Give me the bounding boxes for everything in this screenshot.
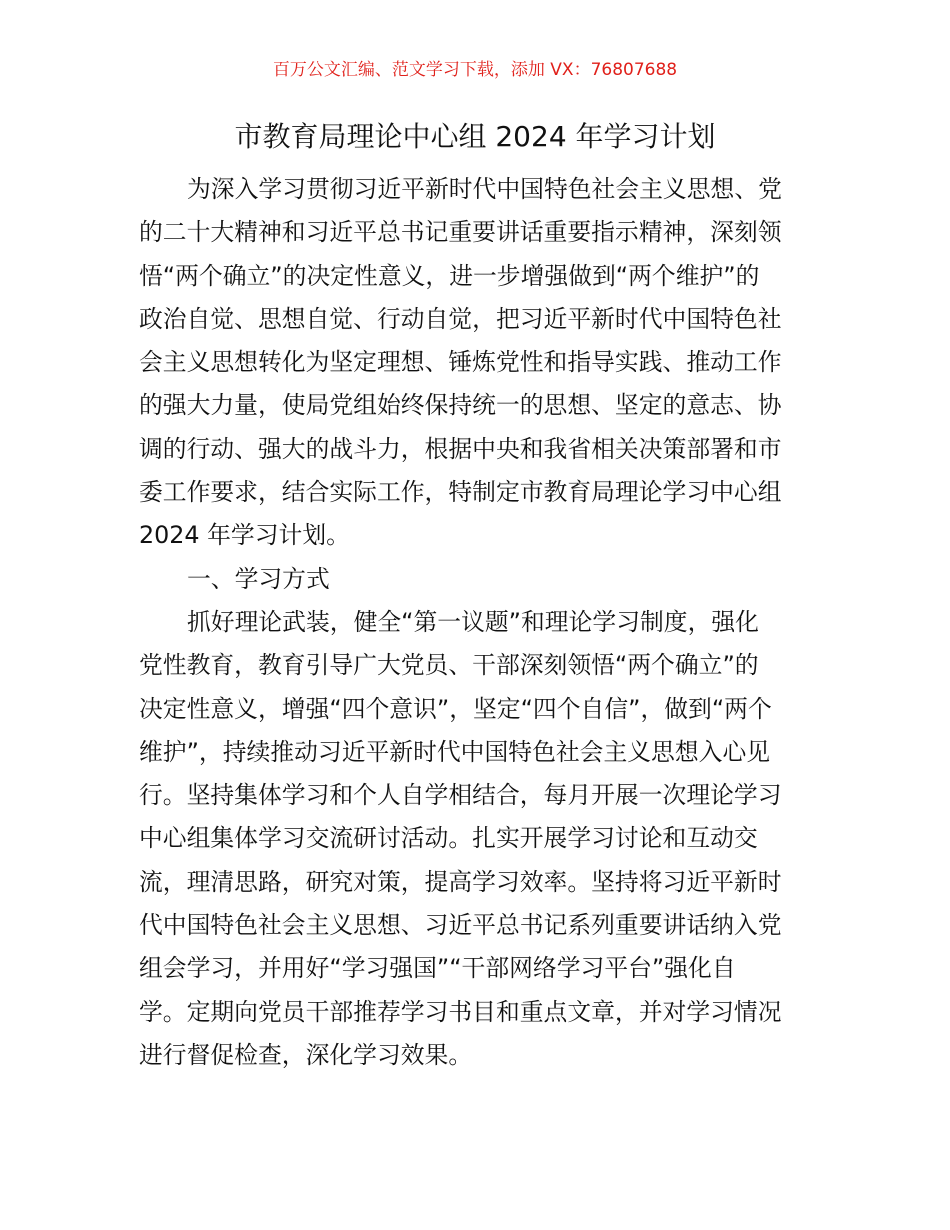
paragraph-line: 的二十大精神和习近平总书记重要讲话重要指示精神，深刻领	[139, 218, 782, 247]
paragraph-line: 决定性意义，增强“四个意识”，坚定“四个自信”，做到“两个	[139, 694, 772, 723]
paragraph-line: 维护”，持续推动习近平新时代中国特色社会主义思想入心见	[139, 737, 771, 766]
paragraph-line: 会主义思想转化为坚定理想、锤炼党性和指导实践、推动工作	[139, 348, 782, 377]
paragraph-line: 悟“两个确立”的决定性意义，进一步增强做到“两个维护”的	[139, 261, 760, 290]
paragraph-line: 流，理清思路，研究对策，提高学习效率。坚持将习近平新时	[139, 867, 782, 896]
paragraph-line: 组会学习，并用好“学习强国”“干部网络学习平台”强化自	[139, 954, 736, 983]
paragraph-line: 中心组集体学习交流研讨活动。扎实开展学习讨论和互动交	[139, 824, 758, 853]
section-heading: 一、学习方式	[187, 564, 330, 593]
paragraph-line: 党性教育，教育引导广大党员、干部深刻领悟“两个确立”的	[139, 651, 759, 680]
document-title: 市教育局理论中心组 2024 年学习计划	[234, 120, 716, 153]
paragraph-line: 为深入学习贯彻习近平新时代中国特色社会主义思想、党	[187, 175, 782, 203]
paragraph-line: 调的行动、强大的战斗力，根据中央和我省相关决策部署和市	[139, 434, 782, 463]
paragraph-line: 抓好理论武装，健全“第一议题”和理论学习制度，强化	[187, 607, 759, 636]
paragraph-line: 2024 年学习计划。	[139, 521, 350, 550]
paragraph-line: 的强大力量，使局党组始终保持统一的思想、坚定的意志、协	[139, 391, 782, 420]
paragraph-line: 委工作要求，结合实际工作，特制定市教育局理论学习中心组	[139, 478, 782, 507]
paragraph-line: 代中国特色社会主义思想、习近平总书记系列重要讲话纳入党	[139, 911, 782, 940]
document-body	[139, 168, 811, 1077]
paragraph-line: 学。定期向党员干部推荐学习书目和重点文章，并对学习情况	[139, 997, 782, 1026]
paragraph-line: 进行督促检查，深化学习效果。	[139, 1040, 473, 1069]
paragraph-line: 行。坚持集体学习和个人自学相结合，每月开展一次理论学习	[139, 781, 782, 810]
intro-paragraph	[139, 168, 811, 558]
section-paragraph	[139, 601, 811, 1077]
paragraph-line: 政治自觉、思想自觉、行动自觉，把习近平新时代中国特色社	[139, 304, 782, 333]
header-promo-note: 百万公文汇编、范文学习下载，添加 VX：76807688	[272, 60, 678, 80]
